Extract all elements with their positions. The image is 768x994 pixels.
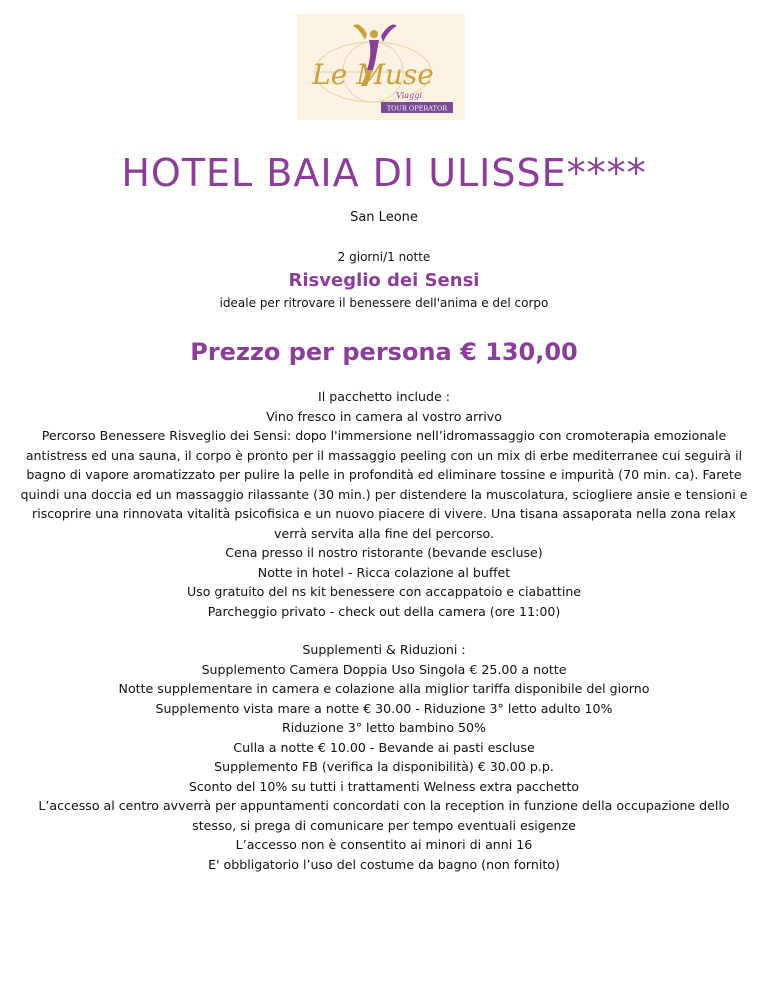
supplements-section	[18, 640, 750, 874]
package-duration: 2 giorni/1 notte	[337, 250, 431, 264]
le-muse-logo	[297, 14, 465, 120]
includes-item: Uso gratuito del ns kit benessere con accappatoio e ciabattine	[186, 584, 582, 599]
supplements-item: Supplemento FB (verifica la disponibilità) € 30.00 p.p.	[214, 759, 554, 774]
price-per-person: Prezzo per persona € 130,00	[190, 338, 578, 366]
includes-item: Percorso Benessere Risveglio dei Sensi: dopo l'immersione nell’idromassaggio con cromoterapia emozionale antistress ed una sauna, il corpo è pronto per il massaggio peeling con un mix di erbe mediterranee cui seguirà il bagno di vapore aromatizzato per pulire la pelle in profondità ed eliminare tossine e impurità (70 min. ca). Farete quindi una doccia ed un massaggio rilassante (30 min.) per distendere la muscolatura, sciogliere ansie e tensioni e riscoprire una rinnovata vitalità psicofisica e un nuovo piacere di vivere. Una tisana assaporata nella zona relax verrà servita alla fine del percorso.	[20, 428, 748, 541]
supplements-heading: Supplementi & Riduzioni :	[302, 642, 466, 657]
supplements-item: L’accesso al centro avverrà per appuntamenti concordati con la reception in funzione della occupazione dello stesso, si prega di comunicare per tempo eventuali esigenze	[38, 798, 730, 833]
logo-script-text: Le Muse	[312, 58, 434, 91]
supplements-item: Notte supplementare in camera e colazione alla miglior tariffa disponibile del giorno	[118, 681, 650, 696]
includes-item: Notte in hotel - Ricca colazione al buffet	[257, 564, 511, 580]
supplements-item: Supplemento vista mare a notte € 30.00 - Riduzione 3° letto adulto 10%	[155, 700, 613, 716]
includes-item: Parcheggio privato - check out della camera (ore 11:00)	[207, 603, 561, 619]
includes-heading: Il pacchetto include :	[318, 389, 450, 404]
logo-graphic	[297, 14, 465, 120]
hotel-location: San Leone	[350, 210, 418, 225]
hotel-title: HOTEL BAIA DI ULISSE****	[121, 151, 647, 195]
package-tagline: ideale per ritrovare il benessere dell'anima e del corpo	[219, 296, 549, 310]
package-name: Risveglio dei Sensi	[288, 270, 480, 291]
logo-sub-text: Viaggi	[396, 91, 422, 100]
includes-section	[18, 387, 750, 621]
supplements-item: Sconto del 10% su tutti i trattamenti Welness extra pacchetto	[188, 778, 580, 794]
supplements-item: L’accesso non è consentito ai minori di anni 16	[235, 837, 533, 852]
supplements-item: Supplemento Camera Doppia Uso Singola € 25.00 a notte	[201, 661, 567, 677]
supplements-item: Culla a notte € 10.00 - Bevande ai pasti escluse	[233, 739, 535, 755]
includes-item: Vino fresco in camera al vostro arrivo	[266, 408, 502, 424]
logo-band-text: TOUR OPERATOR	[386, 104, 448, 113]
supplements-item: Riduzione 3° letto bambino 50%	[281, 720, 487, 735]
includes-item: Cena presso il nostro ristorante (bevande escluse)	[225, 545, 543, 560]
supplements-item: E' obbligatorio l’uso del costume da bagno (non fornito)	[208, 856, 560, 872]
